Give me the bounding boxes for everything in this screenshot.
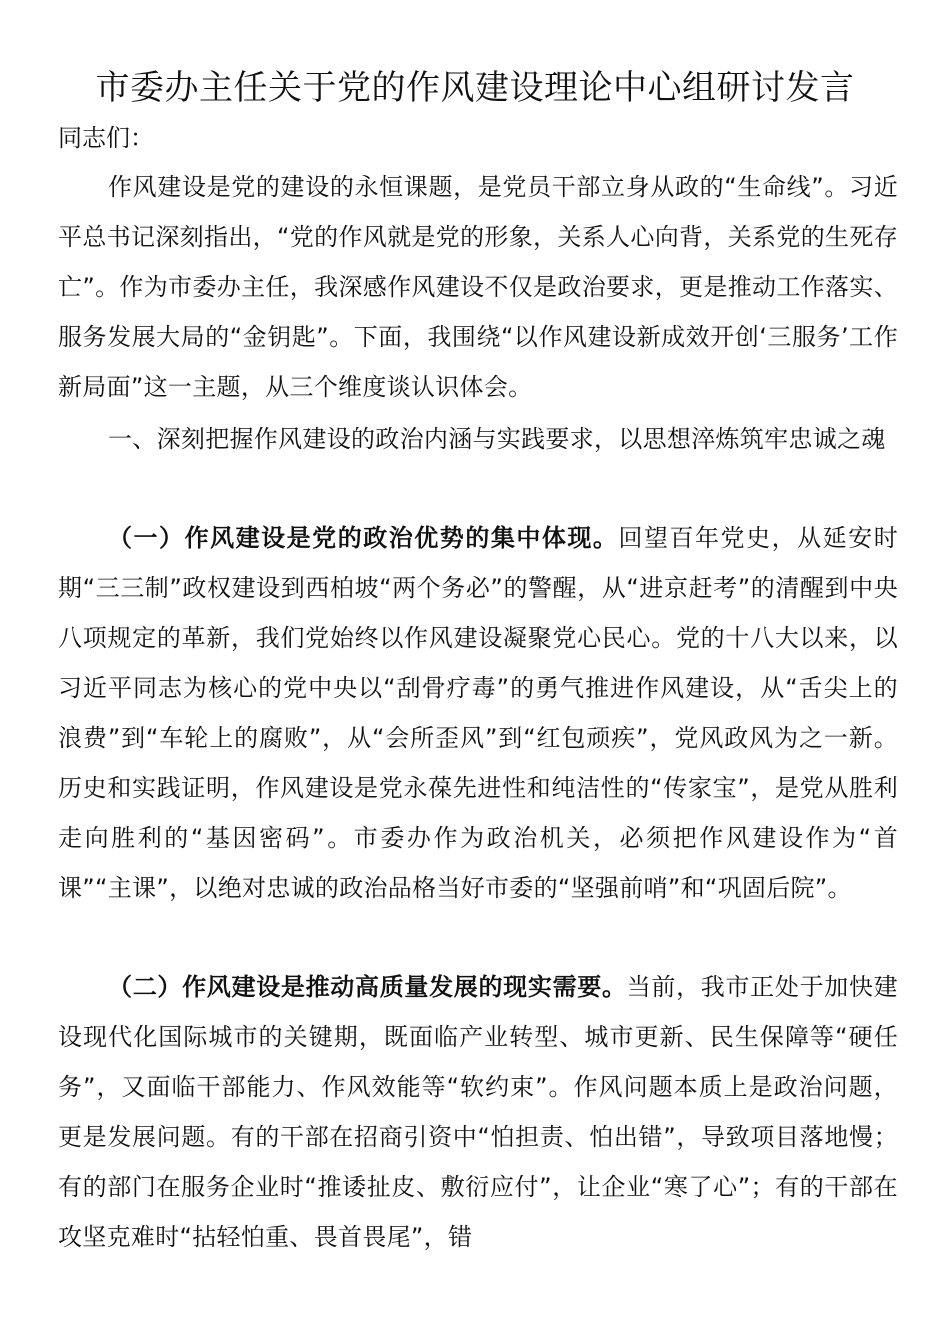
document-title: 市委办主任关于党的作风建设理论中心组研讨发言 [95, 68, 855, 108]
section-heading-text: 一、深刻把握作风建设的政治内涵与实践要求，以思想淬炼筑牢忠诚之魂 [108, 425, 886, 453]
paragraph-subsection-1 [58, 513, 898, 913]
subsection-lead: （二）作风建设是推动高质量发展的现实需要。 [108, 973, 627, 1001]
paragraph-text: 当前，我市正处于加快建设现代化国际城市的关键期，既面临产业转型、城市更新、民生保障等“硬任务”，又面临干部能力、作风效能等“软约束”。作风问题本质上是政治问题，更是发展问题。有的干部在招商引资中“怕担责、怕出错”，导致项目落地慢；有的部门在服务企业时“推诿扯皮、敷衍应付”，让企业“寒了心”；有的干部在攻坚克难时“拈轻怕重、畏首畏尾”，错 [58, 973, 898, 1251]
paragraph-intro [58, 162, 898, 412]
section-heading-1 [58, 414, 898, 464]
paragraph-text: 作风建设是党的建设的永恒课题，是党员干部立身从政的“生命线”。习近平总书记深刻指出，“党的作风就是党的形象，关系人心向背，关系党的生死存亡”。作为市委办主任，我深感作风建设不仅是政治要求，更是推动工作落实、服务发展大局的“金钥匙”。下面，我围绕“以作风建设新成效开创‘三服务’工作新局面”这一主题，从三个维度谈认识体会。 [58, 173, 898, 401]
paragraph-text: 回望百年党史，从延安时期“三三制”政权建设到西柏坡“两个务必”的警醒，从“进京赶考”的清醒到中央八项规定的革新，我们党始终以作风建设凝聚党心民心。党的十八大以来，以习近平同志为核心的党中央以“刮骨疗毒”的勇气推进作风建设，从“舌尖上的浪费”到“车轮上的腐败”，从“会所歪风”到“红包顽疾”，党风政风为之一新。历史和实践证明，作风建设是党永葆先进性和纯洁性的“传家宝”，是党从胜利走向胜利的“基因密码”。市委办作为政治机关，必须把作风建设作为“首课”“主课”，以绝对忠诚的政治品格当好市委的“坚强前哨”和“巩固后院”。 [58, 524, 898, 902]
subsection-lead: （一）作风建设是党的政治优势的集中体现。 [108, 524, 619, 552]
salutation: 同志们： [58, 124, 154, 152]
paragraph-subsection-2 [58, 962, 898, 1262]
